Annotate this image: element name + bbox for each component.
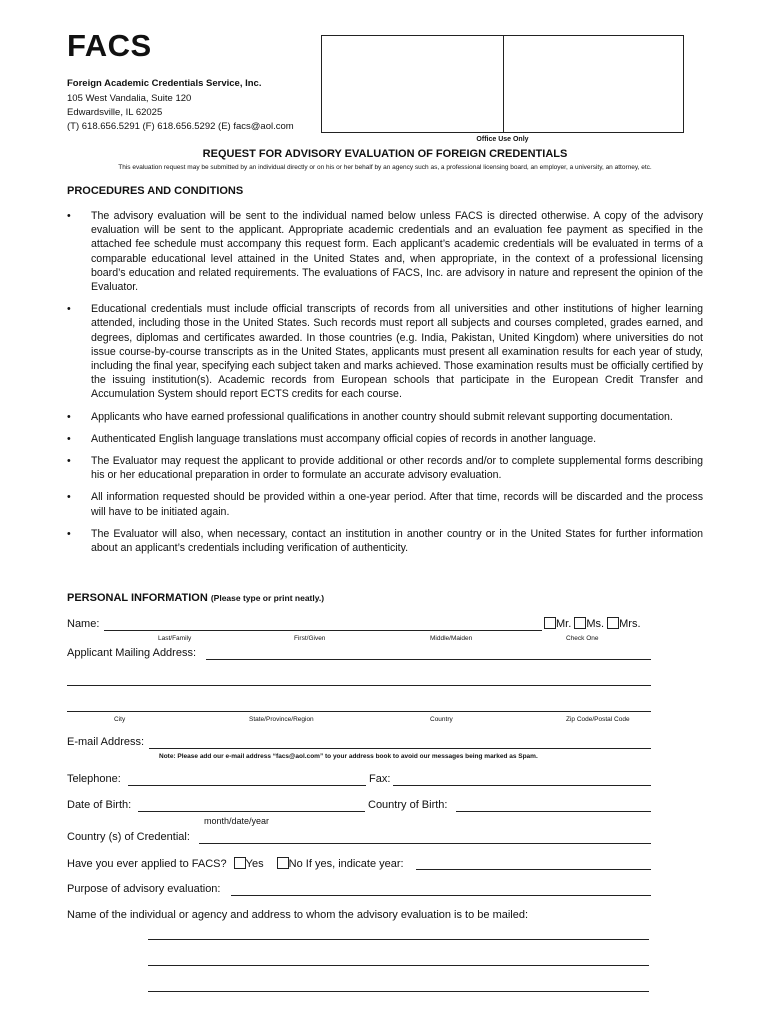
- mailing-address-field-2[interactable]: [67, 685, 651, 686]
- procedure-item: [67, 527, 703, 555]
- purpose-field[interactable]: [231, 895, 651, 896]
- office-use-box: [321, 35, 684, 133]
- procedure-text: The advisory evaluation will be sent to the individual named below unless FACS is directed otherwise. A copy of the advisory evaluation will be sent to the applicant. Appropriate academic credentials and an evaluation fee payment as specified in the attached fee schedule must accompany this request form. Each applicant’s academic credentials will be evaluated in terms of a comparable educational level attained in the United States and, when appropriate, in the context of a professional licensing board’s education and related requirements. The evaluations of FACS, Inc. are advisory in nature and represent the opinion of the Evaluator.: [91, 210, 703, 294]
- country-credential-field[interactable]: [199, 843, 651, 844]
- procedure-item: [67, 209, 703, 294]
- country-of-birth-field[interactable]: [456, 811, 651, 812]
- applied-row: [67, 857, 404, 870]
- bullet-icon: •: [67, 432, 71, 445]
- purpose-label: Purpose of advisory evaluation:: [67, 883, 221, 895]
- personal-heading-row: [67, 592, 324, 604]
- mrs-checkbox[interactable]: [607, 617, 619, 629]
- hint-city: City: [114, 716, 126, 723]
- bullet-icon: •: [67, 455, 71, 468]
- telephone-label: Telephone:: [67, 773, 121, 785]
- fax-label: Fax:: [369, 773, 391, 785]
- email-label: E-mail Address:: [67, 736, 145, 748]
- applied-year-field[interactable]: [416, 869, 651, 870]
- mailing-address-field-1[interactable]: [206, 659, 651, 660]
- dob-hint: month/date/year: [204, 816, 270, 826]
- mail-to-field-1[interactable]: [148, 939, 649, 940]
- procedure-text: Authenticated English language translations must accompany official copies of records in another language.: [91, 432, 597, 445]
- procedure-text: All information requested should be provided within a one-year period. After that time, records will be discarded and the process will have to be initiated again.: [91, 491, 703, 518]
- yes-checkbox[interactable]: [234, 857, 246, 869]
- hint-middle-maiden: Middle/Maiden: [430, 635, 473, 642]
- office-box-divider: [503, 36, 504, 132]
- procedure-text: Educational credentials must include official transcripts of records from all universities and other institutions of higher learning attended, including those in the United States. Such records must report all subjects and courses completed, grades earned, and degrees, diplomas and certificates awarded. In those countries (e.g. India, Pakistan, United Kingdom) where universities do not issue course-by-course transcripts as in the United States, applicants must present all examination results for each year of study, including the final year, specifying each subject taken and marks achieved. Those examination results must be officially certified by the issuing institution(s). Academic records from European schools that participate in the European Credit Transfer and Accumulation System should report ECTS credits for each course.: [91, 303, 703, 401]
- mailing-address-field-3[interactable]: [67, 711, 651, 712]
- email-field[interactable]: [149, 748, 651, 749]
- applied-label: Have you ever applied to FACS?: [67, 858, 227, 870]
- mrs-label: Mrs.: [619, 618, 641, 630]
- personal-heading: PERSONAL INFORMATION: [67, 592, 208, 604]
- mailing-address-label: Applicant Mailing Address:: [67, 647, 197, 659]
- no-checkbox[interactable]: [277, 857, 289, 869]
- form-subtitle: This evaluation request may be submitted by an individual directly or on his or her behalf by an agency such as, a professional licensing board, an employer, a university, an attorney, etc.: [118, 164, 652, 171]
- procedure-item: [67, 410, 703, 424]
- bullet-icon: •: [67, 491, 71, 504]
- city-address: Edwardsville, IL 62025: [67, 107, 163, 118]
- procedure-text: The Evaluator may request the applicant to provide additional or other records and/or to complete supplemental forms describing his or her educational preparation in order to formulate an accurate advisory evaluation.: [91, 455, 703, 482]
- email-note: Note: Please add our e-mail address “facs@aol.com” to your address book to avoid our messages being marked as Spam.: [159, 753, 538, 760]
- name-field[interactable]: [104, 630, 542, 631]
- title-checkboxes: [544, 617, 641, 630]
- name-label: Name:: [67, 618, 100, 630]
- procedures-list: [67, 209, 703, 563]
- fax-field[interactable]: [393, 785, 651, 786]
- ms-checkbox[interactable]: [574, 617, 586, 629]
- procedure-text: The Evaluator will also, when necessary, contact an institution in another country or in the United States for further information about an applicant’s credentials including verification of authenticity.: [91, 527, 703, 555]
- procedures-heading: PROCEDURES AND CONDITIONS: [67, 185, 244, 197]
- mail-to-label: Name of the individual or agency and address to whom the advisory evaluation is to be mailed:: [67, 909, 529, 921]
- street-address: 105 West Vandalia, Suite 120: [67, 93, 192, 104]
- procedure-item: [67, 432, 703, 446]
- bullet-icon: •: [67, 210, 71, 222]
- country-credential-label: Country (s) of Credential:: [67, 831, 190, 843]
- contact-info: (T) 618.656.5291 (F) 618.656.5292 (E) facs@aol.com: [67, 121, 294, 132]
- hint-last-family: Last/Family: [158, 635, 192, 642]
- hint-first-given: First/Given: [294, 635, 326, 642]
- company-name: Foreign Academic Credentials Service, Inc.: [67, 78, 262, 89]
- procedure-item: [67, 302, 703, 401]
- telephone-field[interactable]: [128, 785, 366, 786]
- bullet-icon: •: [67, 303, 71, 316]
- no-label: No If yes, indicate year:: [288, 858, 404, 870]
- office-use-label: Office Use Only: [476, 136, 529, 143]
- facs-logo: FACS: [67, 28, 152, 63]
- mr-label: Mr.: [556, 618, 572, 630]
- personal-heading-note: (Please type or print neatly.): [210, 593, 325, 603]
- form-title: REQUEST FOR ADVISORY EVALUATION OF FOREIGN CREDENTIALS: [202, 148, 568, 160]
- bullet-icon: •: [67, 527, 71, 540]
- mr-checkbox[interactable]: [544, 617, 556, 629]
- hint-zip: Zip Code/Postal Code: [566, 716, 630, 723]
- dob-field[interactable]: [138, 811, 365, 812]
- hint-country: Country: [430, 716, 453, 723]
- mail-to-field-3[interactable]: [148, 991, 649, 992]
- procedure-item: [67, 454, 703, 482]
- yes-label: Yes: [245, 858, 264, 870]
- country-of-birth-label: Country of Birth:: [368, 799, 448, 811]
- bullet-icon: •: [67, 410, 71, 423]
- procedure-item: [67, 490, 703, 518]
- procedure-text: Applicants who have earned professional qualifications in another country should submit relevant supporting documentation.: [91, 410, 673, 423]
- hint-check-one: Check One: [566, 635, 599, 642]
- ms-label: Ms.: [586, 618, 605, 630]
- dob-label: Date of Birth:: [67, 799, 132, 811]
- mail-to-field-2[interactable]: [148, 965, 649, 966]
- hint-state: State/Province/Region: [249, 716, 314, 723]
